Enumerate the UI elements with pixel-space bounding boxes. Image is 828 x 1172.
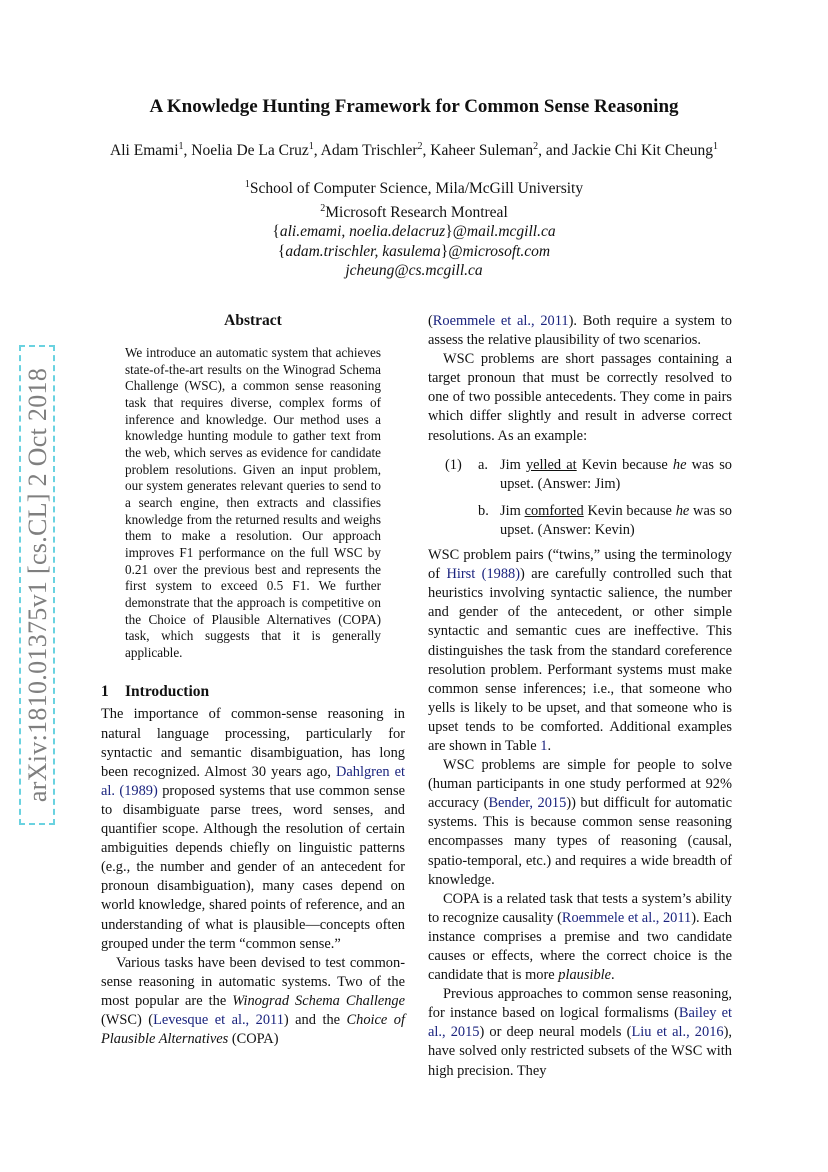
example-letter: a. [478,456,488,473]
author-affiliation-mark: 2 [417,141,423,152]
section-number: 1 [101,683,109,701]
table-reference-link[interactable]: 1 [540,737,548,754]
paragraph [428,890,732,985]
example-a [428,456,732,494]
text: )) but difficult for automatic systems. This is because common sense reasoning encompasses many types of reasoning (causal, spatio-temporal, etc.) and requires a wide breadth of knowledge. [428,795,732,888]
example-number: (1) [445,456,462,473]
text: ). Both require a system to assess the relative plausibility of two scenarios. [428,313,732,349]
example-block [428,456,732,540]
affiliation-mark: 1 [244,179,250,190]
text: Kevin because [576,456,673,473]
section-title: Introduction [125,683,210,701]
affiliation-text: School of Computer Science, Mila/McGill University [249,180,584,198]
citation-link[interactable]: Liu et al., 2016 [631,1024,724,1041]
text: was so upset. (Answer: Jim) [500,456,732,492]
term: Choice of Plausible Alternatives [101,1011,405,1048]
citation-link[interactable]: Roemmele et al., 2011 [561,909,692,926]
email-domain: @mail.mcgill.ca [452,223,556,241]
text: Various tasks have been devised to test common-sense reasoning in automatic systems. Two of the most popular are the [101,954,405,1009]
right-column [428,312,732,1081]
text: ) or deep neural models ( [479,1024,632,1041]
text: COPA is a related task that tests a system’s ability to recognize causality ( [428,890,732,926]
citation-link[interactable]: Dahlgren et al. (1989) [101,763,405,799]
arxiv-id[interactable]: arXiv:1810.01375v1 [cs.CL] 2 Oct 2018 [23,367,52,803]
author-affiliation-mark: 2 [533,141,539,152]
affiliation-mark: 2 [320,202,326,214]
paragraph [428,756,732,890]
text: (COPA) [228,1031,279,1048]
affiliations [0,175,828,281]
left-column [101,312,405,1049]
text: ) and the [283,1011,347,1028]
text: ). Each instance comprises a premise and two candidate causes or effects, where the correct choice is the candidate that is more [428,909,733,984]
email-line-3[interactable]: jcheung@cs.mcgill.ca [345,262,483,280]
citation-link[interactable]: Bailey et al., 2015 [428,1005,732,1041]
text: Previous approaches to common sense reasoning, for instance based on logical formalisms ( [428,986,732,1022]
author-affiliation-mark: 1 [178,141,184,152]
citation-link[interactable]: Hirst (1988) [446,566,521,583]
author-affiliation-mark: 1 [308,141,314,152]
underlined-verb: comforted [524,502,584,519]
author: Jackie Chi Kit Cheung [572,142,713,160]
citation-link[interactable]: Bender, 2015 [488,795,567,812]
author-separator: , [422,142,431,160]
arxiv-stamp[interactable] [18,346,58,824]
citation-link[interactable]: Roemmele et al., 2011 [432,313,569,329]
paper-title: A Knowledge Hunting Framework for Common Sense Reasoning [149,96,679,117]
affiliation-text: Microsoft Research Montreal [325,203,508,221]
example-b [428,502,732,540]
paragraph [101,954,405,1049]
email-domain: @microsoft.com [448,242,551,260]
term: Winograd Schema Challenge [232,992,405,1009]
citation-link[interactable]: Levesque et al., 2011 [153,1011,284,1028]
abstract-heading: Abstract [224,312,282,329]
paragraph [428,985,732,1080]
example-letter: b. [478,502,489,519]
text: . [547,737,552,754]
text: WSC problem pairs (“twins,” using the terminology of [428,547,732,583]
affiliation-1 [0,175,828,199]
paragraph: WSC problems are short passages containing a target pronoun that must be correctly resolved to one of two possible antecedents. They come in pairs which differ slightly and result in adverse correct resolutions. As an example: [428,351,732,444]
text: proposed systems that use common sense to disambiguate parse trees, word senses, and quantifier scope. Although the resolution of certain ambiguities depends chiefly on linguistic patterns (e.g., the number and gender of an antecedent for pronoun disambiguation), many cases depend on world knowledge, shared points of reference, and an understanding of what is plausible—concepts often grouped under the term “common sense.” [101,782,405,952]
author: Kaheer Suleman [430,142,534,160]
author: Ali Emami [110,142,179,160]
paragraph: (Roemmele et al., 2011). Both require a system to assess the relative plausibility of two scenarios. [428,313,732,349]
text: (WSC) ( [101,1011,154,1028]
pronoun: he [675,502,690,519]
author: Adam Trischler [320,142,418,160]
emphasis: plausible [558,967,612,984]
affiliation-2 [0,199,828,223]
author: Noelia De La Cruz [191,142,309,160]
pronoun: he [672,456,687,473]
author-affiliation-mark: 1 [712,141,718,152]
paragraph [101,705,405,953]
email-line-1[interactable]: {ali.emami, noelia.delacruz}@mail.mcgill.ca [272,223,556,241]
text: Jim [500,502,525,519]
text: . [611,967,615,984]
author-separator: , [183,142,192,160]
text: was so upset. (Answer: Kevin) [500,502,732,538]
paragraph [428,546,732,756]
text: ), have solved only restricted subsets of the WSC with high precision. They [428,1024,732,1079]
author-separator: , [313,142,321,160]
text: Kevin because [583,502,676,519]
email-users: ali.emami, noelia.delacruz [279,223,446,241]
underlined-verb: yelled at [525,456,577,473]
section-heading [101,683,405,705]
author-list [0,141,828,160]
text: Jim [500,456,526,473]
text: The importance of common-sense reasoning in natural language processing, particularly for syntactic and semantic disambiguation, has long been recognized. Almost 30 years ago, [101,706,405,780]
text: ) are carefully controlled such that heuristics involving syntactic salience, the number and gender of the antecedent, or other simple syntactic and semantic cues are ineffective. This distinguishes the task from the standard coreference resolution problem. Performant systems must make common sense inferences; i.e., that someone who yells is likely to be upset, and that someone who is upset tends to be comforted. Additional examples are shown in Table [428,566,733,754]
text: WSC problems are simple for people to solve (human participants in one study performed at 92% accuracy ( [428,757,732,812]
email-line-2[interactable]: {adam.trischler, kasulema}@microsoft.com [277,242,551,260]
email-users: adam.trischler, kasulema [285,242,441,260]
author-separator: , and [538,142,573,160]
abstract-text: We introduce an automatic system that achieves state-of-the-art results on the Winograd Schema Challenge (WSC), a common sense reasoning task that requires diverse, complex forms of inference and knowledge. Our method uses a knowledge hunting module to gather text from the web, which serves as evidence for candidate problem resolutions. Given an input problem, our system generates relevant queries to send to a search engine, then extracts and classifies knowledge from the returned results and weighs them to make a resolution. Our approach improves F1 performance on the full WSC by 0.21 over the previous best and represents the first system to exceed 0.5 F1. We further demonstrate that the approach is competitive on the Choice of Plausible Alternatives (COPA) task, which suggests that it is generally applicable. [125,345,381,660]
